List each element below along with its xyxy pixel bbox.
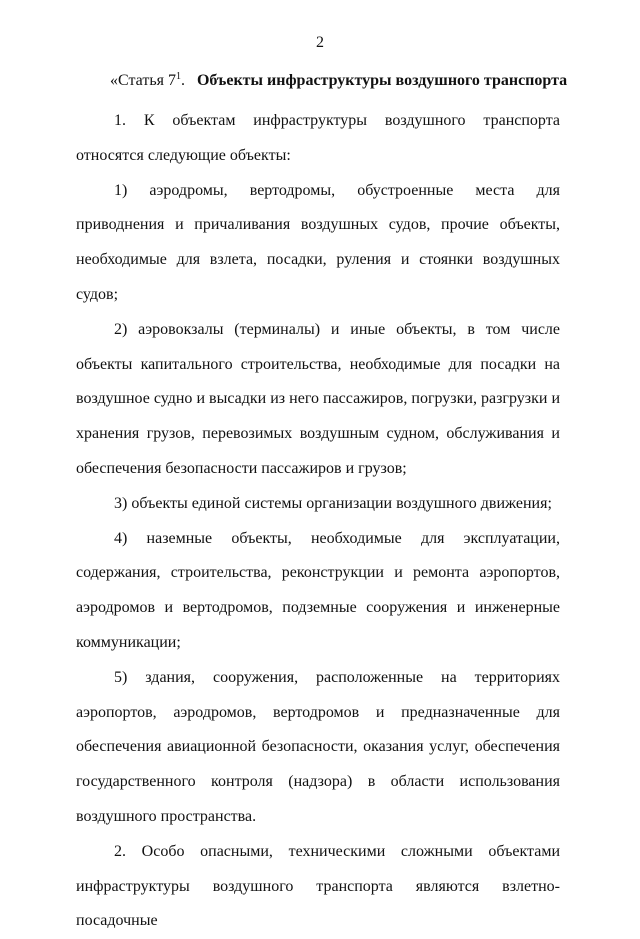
paragraph-2: 2. Особо опасными, техническими сложными объектами инфраструктуры воздушного транспорта являются взлетно-посадочные xyxy=(76,842,560,930)
list-item-1: 1) аэродромы, вертодромы, обустроенные места для приводнения и причаливания воздушных судов, прочие объекты, необходимые для взлета, посадки, руления и стоянки воздушных судов; xyxy=(76,181,560,303)
paragraph-1: 1. К объектам инфраструктуры воздушного транспорта относятся следующие объекты: xyxy=(76,112,560,164)
article-superscript: 1 xyxy=(175,71,181,82)
article-heading xyxy=(110,72,580,90)
list-item-4: 4) наземные объекты, необходимые для эксплуатации, содержания, строительства, реконструкции и ремонта аэропортов, аэродромов и вертодромов, подземные сооружения и инженерные коммуникации; xyxy=(76,529,560,651)
list-item-2: 2) аэровокзалы (терминалы) и иные объекты, в том числе объекты капитального строительства, необходимые для посадки на воздушное судно и высадки из него пассажиров, погрузки, разгрузки и хранения грузов, перевозимых воздушным судном, обслуживания и обеспечения безопасности пассажиров и грузов; xyxy=(76,320,560,477)
article-separator: . xyxy=(180,72,185,89)
list-item-5: 5) здания, сооружения, расположенные на территориях аэропортов, аэродромов, вертодромов и предназначенные для обеспечения авиационной безопасности, оказания услуг, обеспечения государственного контроля (надзора) в области использования воздушного пространства. xyxy=(76,668,560,825)
article-body xyxy=(76,104,560,939)
article-title: Объекты инфраструктуры воздушного транспорта xyxy=(196,72,568,89)
page-number: 2 xyxy=(316,34,324,51)
list-item-3: 3) объекты единой системы организации воздушного движения; xyxy=(114,494,552,512)
article-label: «Статья 7 xyxy=(110,72,176,89)
